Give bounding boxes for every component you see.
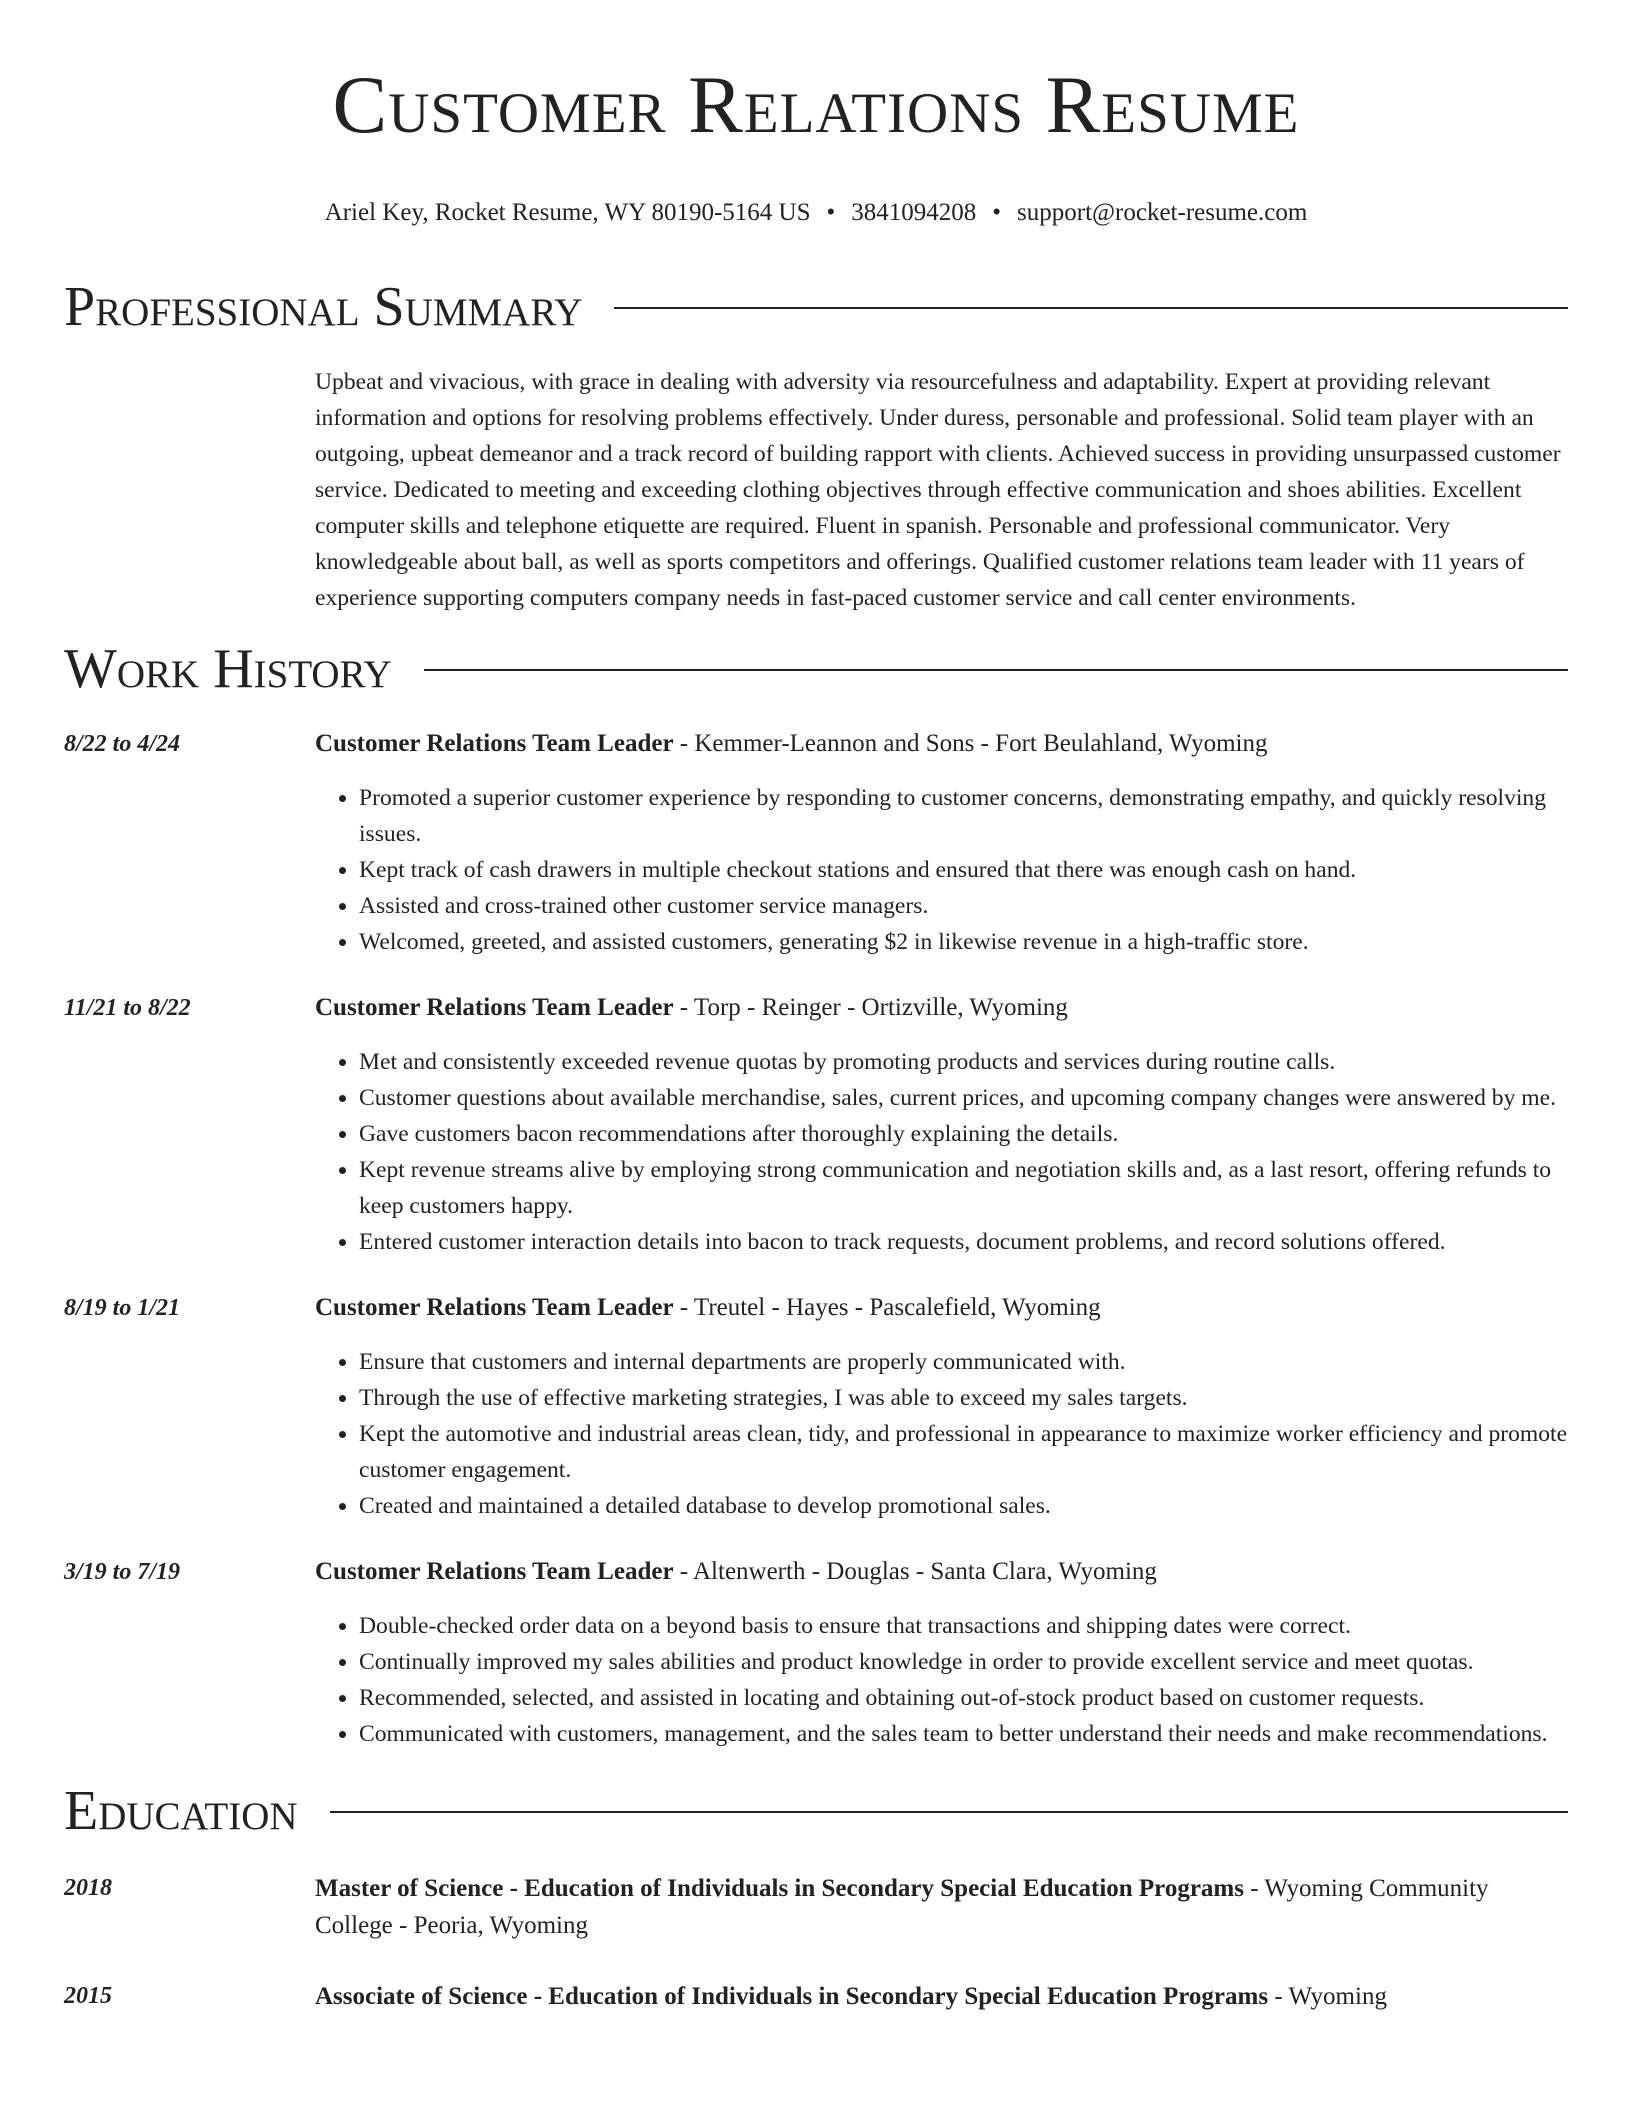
job-entry [64, 1290, 1568, 1524]
job-body [315, 726, 1568, 960]
contact-line [64, 198, 1568, 228]
job-headline [315, 726, 1568, 762]
education-section-header [64, 1780, 1568, 1842]
education-degree: Associate of Science - Education of Individuals in Secondary Special Education Programs [315, 1983, 1269, 2010]
job-bullet: • Met and consistently exceeded revenue quotas by promoting products and services during routine calls. [359, 1044, 1568, 1080]
education-year: 2018 [64, 1875, 112, 1901]
job-title: Customer Relations Team Leader [315, 1558, 674, 1585]
work-heading: Work History [64, 638, 392, 700]
education-headline [315, 1978, 1568, 2015]
job-bullet: • Entered customer interaction details into bacon to track requests, document problems, and record solutions offered. [359, 1224, 1568, 1260]
section-divider [330, 1811, 1568, 1813]
contact-address: Ariel Key, Rocket Resume, WY 80190-5164 US [324, 199, 811, 226]
job-dates: 8/19 to 1/21 [64, 1295, 181, 1321]
summary-heading: Professional Summary [64, 276, 583, 338]
job-bullet: • Customer questions about available merchandise, sales, current prices, and upcoming company changes were answered by me. [359, 1080, 1568, 1116]
job-headline [315, 990, 1568, 1026]
job-bullets [315, 1608, 1568, 1752]
job-bullet: • Ensure that customers and internal departments are properly communicated with. [359, 1344, 1568, 1380]
education-degree: Master of Science - Education of Individuals in Secondary Special Education Programs [315, 1875, 1244, 1902]
job-bullet: • Communicated with customers, management, and the sales team to better understand their needs and make recommendations. [359, 1716, 1568, 1752]
education-entry [64, 1870, 1568, 1944]
job-bullet: • Kept revenue streams alive by employing strong communication and negotiation skills and, as a last resort, offering refunds to keep customers happy. [359, 1152, 1568, 1224]
work-history-list [64, 726, 1568, 1752]
job-bullets [315, 1344, 1568, 1524]
section-divider [614, 307, 1568, 309]
education-school-location: - Wyoming [1268, 1983, 1387, 2010]
job-bullet: • Welcomed, greeted, and assisted customers, generating $2 in likewise revenue in a high-traffic store. [359, 924, 1568, 960]
job-bullet: • Promoted a superior customer experience by responding to customer concerns, demonstrating empathy, and quickly resolving issues. [359, 780, 1568, 852]
education-year: 2015 [64, 1983, 112, 2009]
contact-phone: 3841094208 [851, 199, 977, 226]
job-title: Customer Relations Team Leader [315, 994, 674, 1021]
job-headline [315, 1554, 1568, 1590]
education-body [315, 1978, 1568, 2015]
education-body [315, 1870, 1568, 1944]
education-list [64, 1870, 1568, 2015]
job-employer-location: - Treutel - Hayes - Pascalefield, Wyoming [673, 1294, 1101, 1321]
education-heading: Education [64, 1780, 298, 1842]
job-title: Customer Relations Team Leader [315, 1294, 674, 1321]
education-school-location: - Wyoming Community College - Peoria, Wyoming [315, 1875, 1489, 1939]
job-bullet: • Continually improved my sales abilities and product knowledge in order to provide excellent service and meet quotas. [359, 1644, 1568, 1680]
job-employer-location: - Torp - Reinger - Ortizville, Wyoming [673, 994, 1068, 1021]
job-body [315, 1290, 1568, 1524]
job-headline [315, 1290, 1568, 1326]
summary-text: Upbeat and vivacious, with grace in dealing with adversity via resourcefulness and adaptability. Expert at providing relevant information and options for resolving problems effectively. Under duress, personable and professional. Solid team player with an outgoing, upbeat demeanor and a track record of building rapport with clients. Achieved success in providing unsurpassed customer service. Dedicated to meeting and exceeding clothing objectives through effective communication and shoes abilities. Excellent computer skills and telephone etiquette are required. Fluent in spanish. Personable and professional communicator. Very knowledgeable about ball, as well as sports competitors and offerings. Qualified customer relations team leader with 11 years of experience supporting computers company needs in fast-paced customer service and call center environments. [315, 369, 1561, 611]
contact-email: support@rocket-resume.com [1017, 199, 1308, 226]
education-entry [64, 1978, 1568, 2015]
contact-separator: • [826, 199, 836, 226]
job-dates: 8/22 to 4/24 [64, 731, 181, 757]
job-bullet: • Double-checked order data on a beyond basis to ensure that transactions and shipping dates were correct. [359, 1608, 1568, 1644]
contact-separator: • [992, 199, 1002, 226]
job-dates: 11/21 to 8/22 [64, 995, 191, 1021]
job-entry [64, 990, 1568, 1260]
job-bullet: • Created and maintained a detailed database to develop promotional sales. [359, 1488, 1568, 1524]
job-bullets [315, 1044, 1568, 1260]
job-bullet: • Through the use of effective marketing strategies, I was able to exceed my sales targets. [359, 1380, 1568, 1416]
job-employer-location: - Kemmer-Leannon and Sons - Fort Beulahland, Wyoming [673, 730, 1268, 757]
resume-title: Customer Relations Resume [332, 59, 1300, 150]
section-divider [424, 669, 1568, 671]
job-bullets [315, 780, 1568, 960]
job-body [315, 1554, 1568, 1752]
job-entry [64, 726, 1568, 960]
job-bullet: • Assisted and cross-trained other customer service managers. [359, 888, 1568, 924]
job-bullet: • Kept the automotive and industrial areas clean, tidy, and professional in appearance to maximize worker efficiency and promote customer engagement. [359, 1416, 1568, 1488]
job-body [315, 990, 1568, 1260]
job-employer-location: - Altenwerth - Douglas - Santa Clara, Wyoming [673, 1558, 1157, 1585]
summary-section-header [64, 276, 1568, 338]
work-section-header [64, 638, 1568, 700]
job-title: Customer Relations Team Leader [315, 730, 674, 757]
job-bullet: • Gave customers bacon recommendations after thoroughly explaining the details. [359, 1116, 1568, 1152]
job-dates: 3/19 to 7/19 [64, 1559, 181, 1585]
education-headline [315, 1870, 1568, 1944]
job-entry [64, 1554, 1568, 1752]
job-bullet: • Recommended, selected, and assisted in locating and obtaining out-of-stock product based on customer requests. [359, 1680, 1568, 1716]
job-bullet: • Kept track of cash drawers in multiple checkout stations and ensured that there was enough cash on hand. [359, 852, 1568, 888]
